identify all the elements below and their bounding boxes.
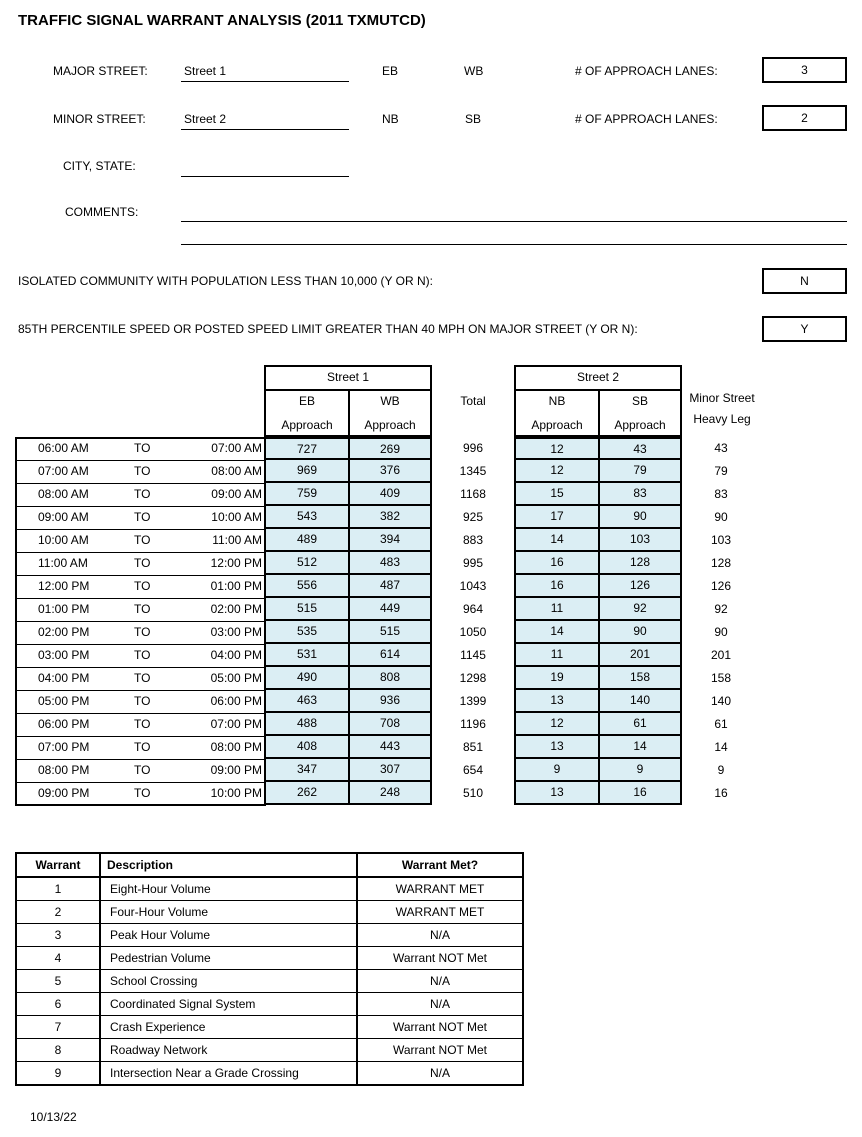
major-street-label: MAJOR STREET:: [53, 64, 148, 78]
time-from: 03:00 PM: [38, 648, 90, 662]
heavy-leg-cell: 9: [717, 763, 725, 777]
major-dir2: WB: [464, 64, 484, 78]
wb-volume-cell[interactable]: 515: [348, 621, 432, 644]
minor-lanes-label: # OF APPROACH LANES:: [575, 112, 718, 126]
eb-volume-cell[interactable]: 556: [264, 575, 350, 598]
to-label: TO: [134, 648, 151, 662]
major-lanes-value: 3: [801, 63, 808, 77]
wb-volume-cell[interactable]: 936: [348, 690, 432, 713]
heavy-leg-header-1: Minor Street: [689, 391, 755, 405]
time-from: 12:00 PM: [38, 579, 90, 593]
to-label: TO: [134, 625, 151, 639]
eb-volume-cell[interactable]: 489: [264, 529, 350, 552]
time-to: 10:00 AM: [211, 510, 262, 524]
sb-volume-cell[interactable]: 16: [598, 782, 682, 805]
isolated-value: N: [800, 274, 809, 288]
to-label: TO: [134, 510, 151, 524]
description-col-header: Description: [100, 853, 357, 877]
minor-street-label: MINOR STREET:: [53, 112, 146, 126]
wb-volume-cell[interactable]: 614: [348, 644, 432, 667]
page-title: TRAFFIC SIGNAL WARRANT ANALYSIS (2011 TXMUTCD): [18, 12, 426, 29]
time-from: 07:00 PM: [38, 740, 90, 754]
sb-volume-cell[interactable]: 14: [598, 736, 682, 759]
nb-volume-cell[interactable]: 16: [514, 575, 600, 598]
total-cell: 510: [462, 786, 484, 800]
sb-volume-cell[interactable]: 43: [598, 437, 682, 460]
warrant-number: 8: [16, 1039, 100, 1062]
warrant-met-status: N/A: [357, 970, 523, 993]
major-dir1: EB: [382, 64, 399, 78]
nb-volume-cell[interactable]: 14: [514, 529, 600, 552]
warrant-body: [16, 877, 523, 1085]
wb-approach: Approach: [364, 418, 416, 432]
heavy-leg-cell: 128: [710, 556, 732, 570]
eb-volume-cell[interactable]: 512: [264, 552, 350, 575]
time-from: 10:00 AM: [38, 533, 89, 547]
met-col-header: Warrant Met?: [357, 853, 523, 877]
warrant-number: 3: [16, 924, 100, 947]
warrant-met-status: Warrant NOT Met: [357, 1039, 523, 1062]
wb-volume-cell[interactable]: 376: [348, 460, 432, 483]
sb-header: SB: [631, 394, 648, 408]
time-to: 08:00 AM: [211, 464, 262, 478]
sb-volume-cell[interactable]: 90: [598, 621, 682, 644]
eb-approach: Approach: [281, 418, 333, 432]
total-cell: 996: [462, 441, 484, 455]
eb-volume-cell[interactable]: 543: [264, 506, 350, 529]
heavy-leg-cell: 90: [714, 625, 728, 639]
wb-volume-cell[interactable]: 483: [348, 552, 432, 575]
warrant-description: Peak Hour Volume: [100, 924, 357, 947]
heavy-leg-cell: 14: [714, 740, 728, 754]
warrant-description: Crash Experience: [100, 1016, 357, 1039]
eb-volume-cell[interactable]: 759: [264, 483, 350, 506]
to-label: TO: [134, 786, 151, 800]
eb-volume-cell[interactable]: 347: [264, 759, 350, 782]
nb-volume-cell[interactable]: 14: [514, 621, 600, 644]
time-to: 03:00 PM: [210, 625, 262, 639]
street2-header: Street 2: [576, 370, 620, 384]
sb-volume-cell[interactable]: 158: [598, 667, 682, 690]
time-to: 05:00 PM: [210, 671, 262, 685]
wb-volume-cell[interactable]: 409: [348, 483, 432, 506]
total-header: Total: [460, 394, 486, 408]
heavy-leg-cell: 201: [710, 648, 732, 662]
wb-volume-cell[interactable]: 307: [348, 759, 432, 782]
wb-volume-cell[interactable]: 487: [348, 575, 432, 598]
total-cell: 654: [462, 763, 484, 777]
comments-underline-1: [181, 221, 847, 222]
time-from: 06:00 PM: [38, 717, 90, 731]
warrant-met-status: WARRANT MET: [357, 901, 523, 924]
sb-volume-cell[interactable]: 90: [598, 506, 682, 529]
wb-header: WB: [380, 394, 400, 408]
time-from: 09:00 PM: [38, 786, 90, 800]
eb-volume-cell[interactable]: 262: [264, 782, 350, 805]
warrant-row: [16, 924, 523, 947]
wb-volume-cell[interactable]: 394: [348, 529, 432, 552]
time-to: 10:00 PM: [210, 786, 262, 800]
warrant-met-status: Warrant NOT Met: [357, 947, 523, 970]
sb-volume-cell[interactable]: 83: [598, 483, 682, 506]
nb-volume-cell[interactable]: 13: [514, 690, 600, 713]
eb-volume-cell[interactable]: 515: [264, 598, 350, 621]
wb-volume-cell[interactable]: 808: [348, 667, 432, 690]
wb-volume-cell[interactable]: 382: [348, 506, 432, 529]
warrant-met-status: Warrant NOT Met: [357, 1016, 523, 1039]
warrant-header-row: [16, 853, 523, 877]
sb-volume-cell[interactable]: 140: [598, 690, 682, 713]
warrant-met-status: N/A: [357, 924, 523, 947]
warrant-row: [16, 877, 523, 901]
nb-volume-cell[interactable]: 19: [514, 667, 600, 690]
total-cell: 1050: [459, 625, 487, 639]
warrant-row: [16, 1039, 523, 1062]
speed-box[interactable]: [762, 316, 847, 342]
nb-volume-cell[interactable]: 13: [514, 736, 600, 759]
warrant-number: 5: [16, 970, 100, 993]
eb-volume-cell[interactable]: 490: [264, 667, 350, 690]
total-cell: 1196: [460, 717, 486, 731]
heavy-leg-cell: 79: [714, 464, 728, 478]
time-from: 02:00 PM: [38, 625, 90, 639]
time-to: 02:00 PM: [210, 602, 262, 616]
warrant-row: [16, 1062, 523, 1086]
total-cell: 964: [462, 602, 484, 616]
warrant-description: School Crossing: [100, 970, 357, 993]
sb-volume-cell[interactable]: 103: [598, 529, 682, 552]
total-cell: 1145: [460, 648, 486, 662]
time-to: 11:00 AM: [212, 533, 262, 547]
warrant-description: Four-Hour Volume: [100, 901, 357, 924]
major-street-value[interactable]: Street 1: [184, 64, 227, 78]
warrant-number: 6: [16, 993, 100, 1016]
to-label: TO: [134, 694, 151, 708]
heavy-leg-cell: 126: [710, 579, 732, 593]
isolated-box[interactable]: [762, 268, 847, 294]
heavy-leg-cell: 92: [714, 602, 728, 616]
warrant-row: [16, 947, 523, 970]
time-to: 08:00 PM: [210, 740, 262, 754]
wb-volume-cell[interactable]: 708: [348, 713, 432, 736]
eb-volume-cell[interactable]: 969: [264, 460, 350, 483]
heavy-leg-header-2: Heavy Leg: [693, 412, 751, 426]
nb-volume-cell[interactable]: 12: [514, 460, 600, 483]
sb-approach: Approach: [614, 418, 666, 432]
sb-volume-cell[interactable]: 61: [598, 713, 682, 736]
heavy-leg-cell: 158: [710, 671, 732, 685]
time-from: 04:00 PM: [38, 671, 90, 685]
city-state-underline: [181, 176, 349, 177]
warrant-number: 7: [16, 1016, 100, 1039]
nb-volume-cell[interactable]: 12: [514, 713, 600, 736]
nb-approach: Approach: [531, 418, 583, 432]
time-to: 07:00 AM: [211, 441, 262, 455]
warrant-met-status: WARRANT MET: [357, 877, 523, 901]
minor-lanes-value: 2: [801, 111, 808, 125]
major-street-underline: [181, 81, 349, 82]
to-label: TO: [134, 464, 151, 478]
to-label: TO: [134, 602, 151, 616]
sb-volume-cell[interactable]: 126: [598, 575, 682, 598]
heavy-leg-cell: 103: [710, 533, 732, 547]
time-to: 01:00 PM: [210, 579, 262, 593]
isolated-label: ISOLATED COMMUNITY WITH POPULATION LESS THAN 10,000 (Y OR N):: [18, 274, 433, 288]
to-label: TO: [134, 441, 151, 455]
time-from: 05:00 PM: [38, 694, 90, 708]
warrant-number: 2: [16, 901, 100, 924]
to-label: TO: [134, 671, 151, 685]
time-from: 08:00 PM: [38, 763, 90, 777]
to-label: TO: [134, 533, 151, 547]
total-cell: 883: [462, 533, 484, 547]
nb-volume-cell[interactable]: 13: [514, 782, 600, 805]
time-to: 09:00 PM: [210, 763, 262, 777]
major-lanes-box[interactable]: [762, 57, 847, 83]
sb-volume-cell[interactable]: 9: [598, 759, 682, 782]
nb-volume-cell[interactable]: 17: [514, 506, 600, 529]
to-label: TO: [134, 487, 151, 501]
warrant-row: [16, 1016, 523, 1039]
total-cell: 1345: [459, 464, 487, 478]
sb-volume-cell[interactable]: 201: [598, 644, 682, 667]
heavy-leg-cell: 140: [710, 694, 732, 708]
heavy-leg-cell: 83: [714, 487, 728, 501]
eb-volume-cell[interactable]: 488: [264, 713, 350, 736]
sb-volume-cell[interactable]: 128: [598, 552, 682, 575]
eb-volume-cell[interactable]: 727: [264, 437, 350, 460]
eb-volume-cell[interactable]: 408: [264, 736, 350, 759]
to-label: TO: [134, 740, 151, 754]
street1-header: Street 1: [326, 370, 370, 384]
wb-volume-cell[interactable]: 269: [348, 437, 432, 460]
total-cell: 1043: [459, 579, 487, 593]
minor-lanes-box[interactable]: [762, 105, 847, 131]
warrant-description: Eight-Hour Volume: [100, 877, 357, 901]
warrant-description: Intersection Near a Grade Crossing: [100, 1062, 357, 1086]
wb-volume-cell[interactable]: 443: [348, 736, 432, 759]
total-cell: 851: [462, 740, 484, 754]
warrant-table: [15, 852, 524, 1086]
comments-label: COMMENTS:: [65, 205, 139, 219]
speed-label: 85TH PERCENTILE SPEED OR POSTED SPEED LIMIT GREATER THAN 40 MPH ON MAJOR STREET (Y OR N):: [18, 322, 638, 336]
total-cell: 1399: [459, 694, 487, 708]
heavy-leg-cell: 43: [714, 441, 728, 455]
to-label: TO: [134, 763, 151, 777]
time-from: 11:00 AM: [38, 556, 88, 570]
eb-volume-cell[interactable]: 531: [264, 644, 350, 667]
heavy-leg-cell: 16: [714, 786, 728, 800]
total-cell: 1298: [459, 671, 487, 685]
eb-volume-cell[interactable]: 535: [264, 621, 350, 644]
to-label: TO: [134, 579, 151, 593]
comments-underline-2: [181, 244, 847, 245]
warrant-row: [16, 970, 523, 993]
warrant-met-status: N/A: [357, 1062, 523, 1086]
to-label: TO: [134, 717, 151, 731]
time-to: 09:00 AM: [211, 487, 262, 501]
eb-header: EB: [298, 394, 315, 408]
time-from: 08:00 AM: [38, 487, 89, 501]
sb-volume-cell[interactable]: 92: [598, 598, 682, 621]
minor-dir2: SB: [465, 112, 482, 126]
warrant-met-status: N/A: [357, 993, 523, 1016]
total-cell: 1168: [460, 487, 486, 501]
wb-volume-cell[interactable]: 449: [348, 598, 432, 621]
warrant-number: 9: [16, 1062, 100, 1086]
nb-volume-cell[interactable]: 9: [514, 759, 600, 782]
warrant-col-header: Warrant: [16, 853, 100, 877]
warrant-number: 4: [16, 947, 100, 970]
heavy-leg-cell: 61: [714, 717, 728, 731]
nb-volume-cell[interactable]: 16: [514, 552, 600, 575]
to-label: TO: [134, 556, 151, 570]
time-from: 01:00 PM: [38, 602, 90, 616]
time-to: 04:00 PM: [210, 648, 262, 662]
warrant-description: Coordinated Signal System: [100, 993, 357, 1016]
time-to: 06:00 PM: [210, 694, 262, 708]
minor-street-value[interactable]: Street 2: [184, 112, 227, 126]
time-to: 12:00 PM: [210, 556, 262, 570]
time-to: 07:00 PM: [210, 717, 262, 731]
time-from: 06:00 AM: [38, 441, 89, 455]
minor-dir1: NB: [382, 112, 399, 126]
warrant-description: Pedestrian Volume: [100, 947, 357, 970]
heavy-leg-cell: 90: [714, 510, 728, 524]
nb-volume-cell[interactable]: 12: [514, 437, 600, 460]
warrant-row: [16, 993, 523, 1016]
total-cell: 995: [462, 556, 484, 570]
speed-value: Y: [800, 322, 809, 336]
nb-header: NB: [548, 394, 566, 408]
city-state-label: CITY, STATE:: [63, 159, 136, 173]
warrant-number: 1: [16, 877, 100, 901]
major-lanes-label: # OF APPROACH LANES:: [575, 64, 718, 78]
nb-volume-cell[interactable]: 15: [514, 483, 600, 506]
minor-street-underline: [181, 129, 349, 130]
eb-volume-cell[interactable]: 463: [264, 690, 350, 713]
time-from: 09:00 AM: [38, 510, 89, 524]
sb-volume-cell[interactable]: 79: [598, 460, 682, 483]
warrant-description: Roadway Network: [100, 1039, 357, 1062]
nb-volume-cell[interactable]: 11: [514, 644, 600, 667]
time-from: 07:00 AM: [38, 464, 89, 478]
date-stamp: 10/13/22: [30, 1110, 77, 1124]
wb-volume-cell[interactable]: 248: [348, 782, 432, 805]
nb-volume-cell[interactable]: 11: [514, 598, 600, 621]
warrant-row: [16, 901, 523, 924]
total-cell: 925: [462, 510, 484, 524]
